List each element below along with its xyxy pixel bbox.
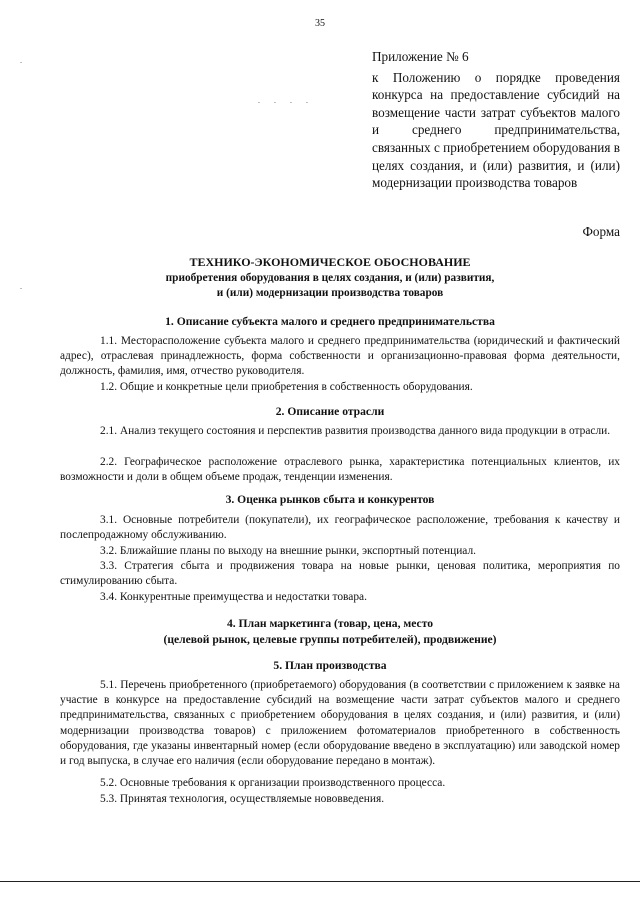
form-label: Форма [582,224,620,239]
appendix-text: к Положению о порядке проведения конкурса на предоставление субсидий на возмещение части затрат субъектов малого и среднего предпринимательства, связанных с приобретением оборудования в целях создания, и (или) развития, и (или) модернизации производства товаров [372,69,620,191]
bottom-rule [0,881,640,882]
document-subtitle-line1: приобретения оборудования в целях создания, и (или) развития, [165,272,495,284]
paragraph-3-1: 3.1. Основные потребители (покупатели), их географическое расположение, требования к качеству и послепродажному обслуживанию. [60,514,620,542]
appendix-title: Приложение № 6 [372,49,469,64]
paragraph-5-1: 5.1. Перечень приобретенного (приобретаемого) оборудования (в соответствии с приложением к заявке на участие в конкурсе на предоставление субсидий на возмещение части затрат субъектов малого и среднего предпринимательства, связанных с приобретением оборудования в целях создания, и (или) развития, и (или) модернизации производства товаров) с приложением фотоматериалов приобретенного в собственность оборудования, где указаны инвентарный номер (если оборудование введено в эксплуатацию) или заводской номер и год выпуска, в случае его наличия (если оборудование передано в монтаж). [60,679,620,768]
paragraph-1-2: 1.2. Общие и конкретные цели приобретения в собственность оборудования. [100,381,473,393]
scan-mark: . . . . [258,96,314,105]
paragraph-3-4: 3.4. Конкурентные преимущества и недостатки товара. [100,591,367,603]
section-4-title-line1: 4. План маркетинга (товар, цена, место [226,617,434,630]
paragraph-1-1: 1.1. Месторасположение субъекта малого и среднего предпринимательства (юридический и фактический адрес), отраслевая принадлежность, форма собственности и организационно-правовая форма деятельности, должность, фамилия, имя, отчество руководителя. [60,335,620,378]
section-2-title: 2. Описание отрасли [275,405,385,418]
scan-mark: . [20,282,22,291]
section-4-title-line2: (целевой рынок, целевые группы потребителей), продвижение) [163,633,497,646]
paragraph-3-3: 3.3. Стратегия сбыта и продвижения товара на новые рынки, ценовая политика, мероприятия по стимулированию сбыта. [60,560,620,588]
document-subtitle-line2: и (или) модернизации производства товаров [216,287,444,299]
page-number: 35 [315,18,325,29]
paragraph-3-2: 3.2. Ближайшие планы по выходу на внешние рынки, экспортный потенциал. [100,545,476,557]
scan-mark: . [20,56,22,65]
section-3-title: 3. Оценка рынков сбыта и конкурентов [225,493,435,506]
paragraph-5-3: 5.3. Принятая технология, осуществляемые нововведения. [100,793,385,805]
paragraph-5-2: 5.2. Основные требования к организации производственного процесса. [100,777,446,789]
paragraph-2-2: 2.2. Географическое расположение отраслевого рынка, характеристика потенциальных клиентов, их возможности и доли в общем объеме продаж, тенденции изменения. [60,456,620,484]
paragraph-2-1: 2.1. Анализ текущего состояния и перспектив развития производства данного вида продукции в отрасли. [100,425,611,437]
section-5-title: 5. План производства [273,659,387,672]
document-title: ТЕХНИКО-ЭКОНОМИЧЕСКОЕ ОБОСНОВАНИЕ [189,255,471,269]
section-1-title: 1. Описание субъекта малого и среднего предпринимательства [165,315,495,328]
appendix-block [372,48,620,192]
